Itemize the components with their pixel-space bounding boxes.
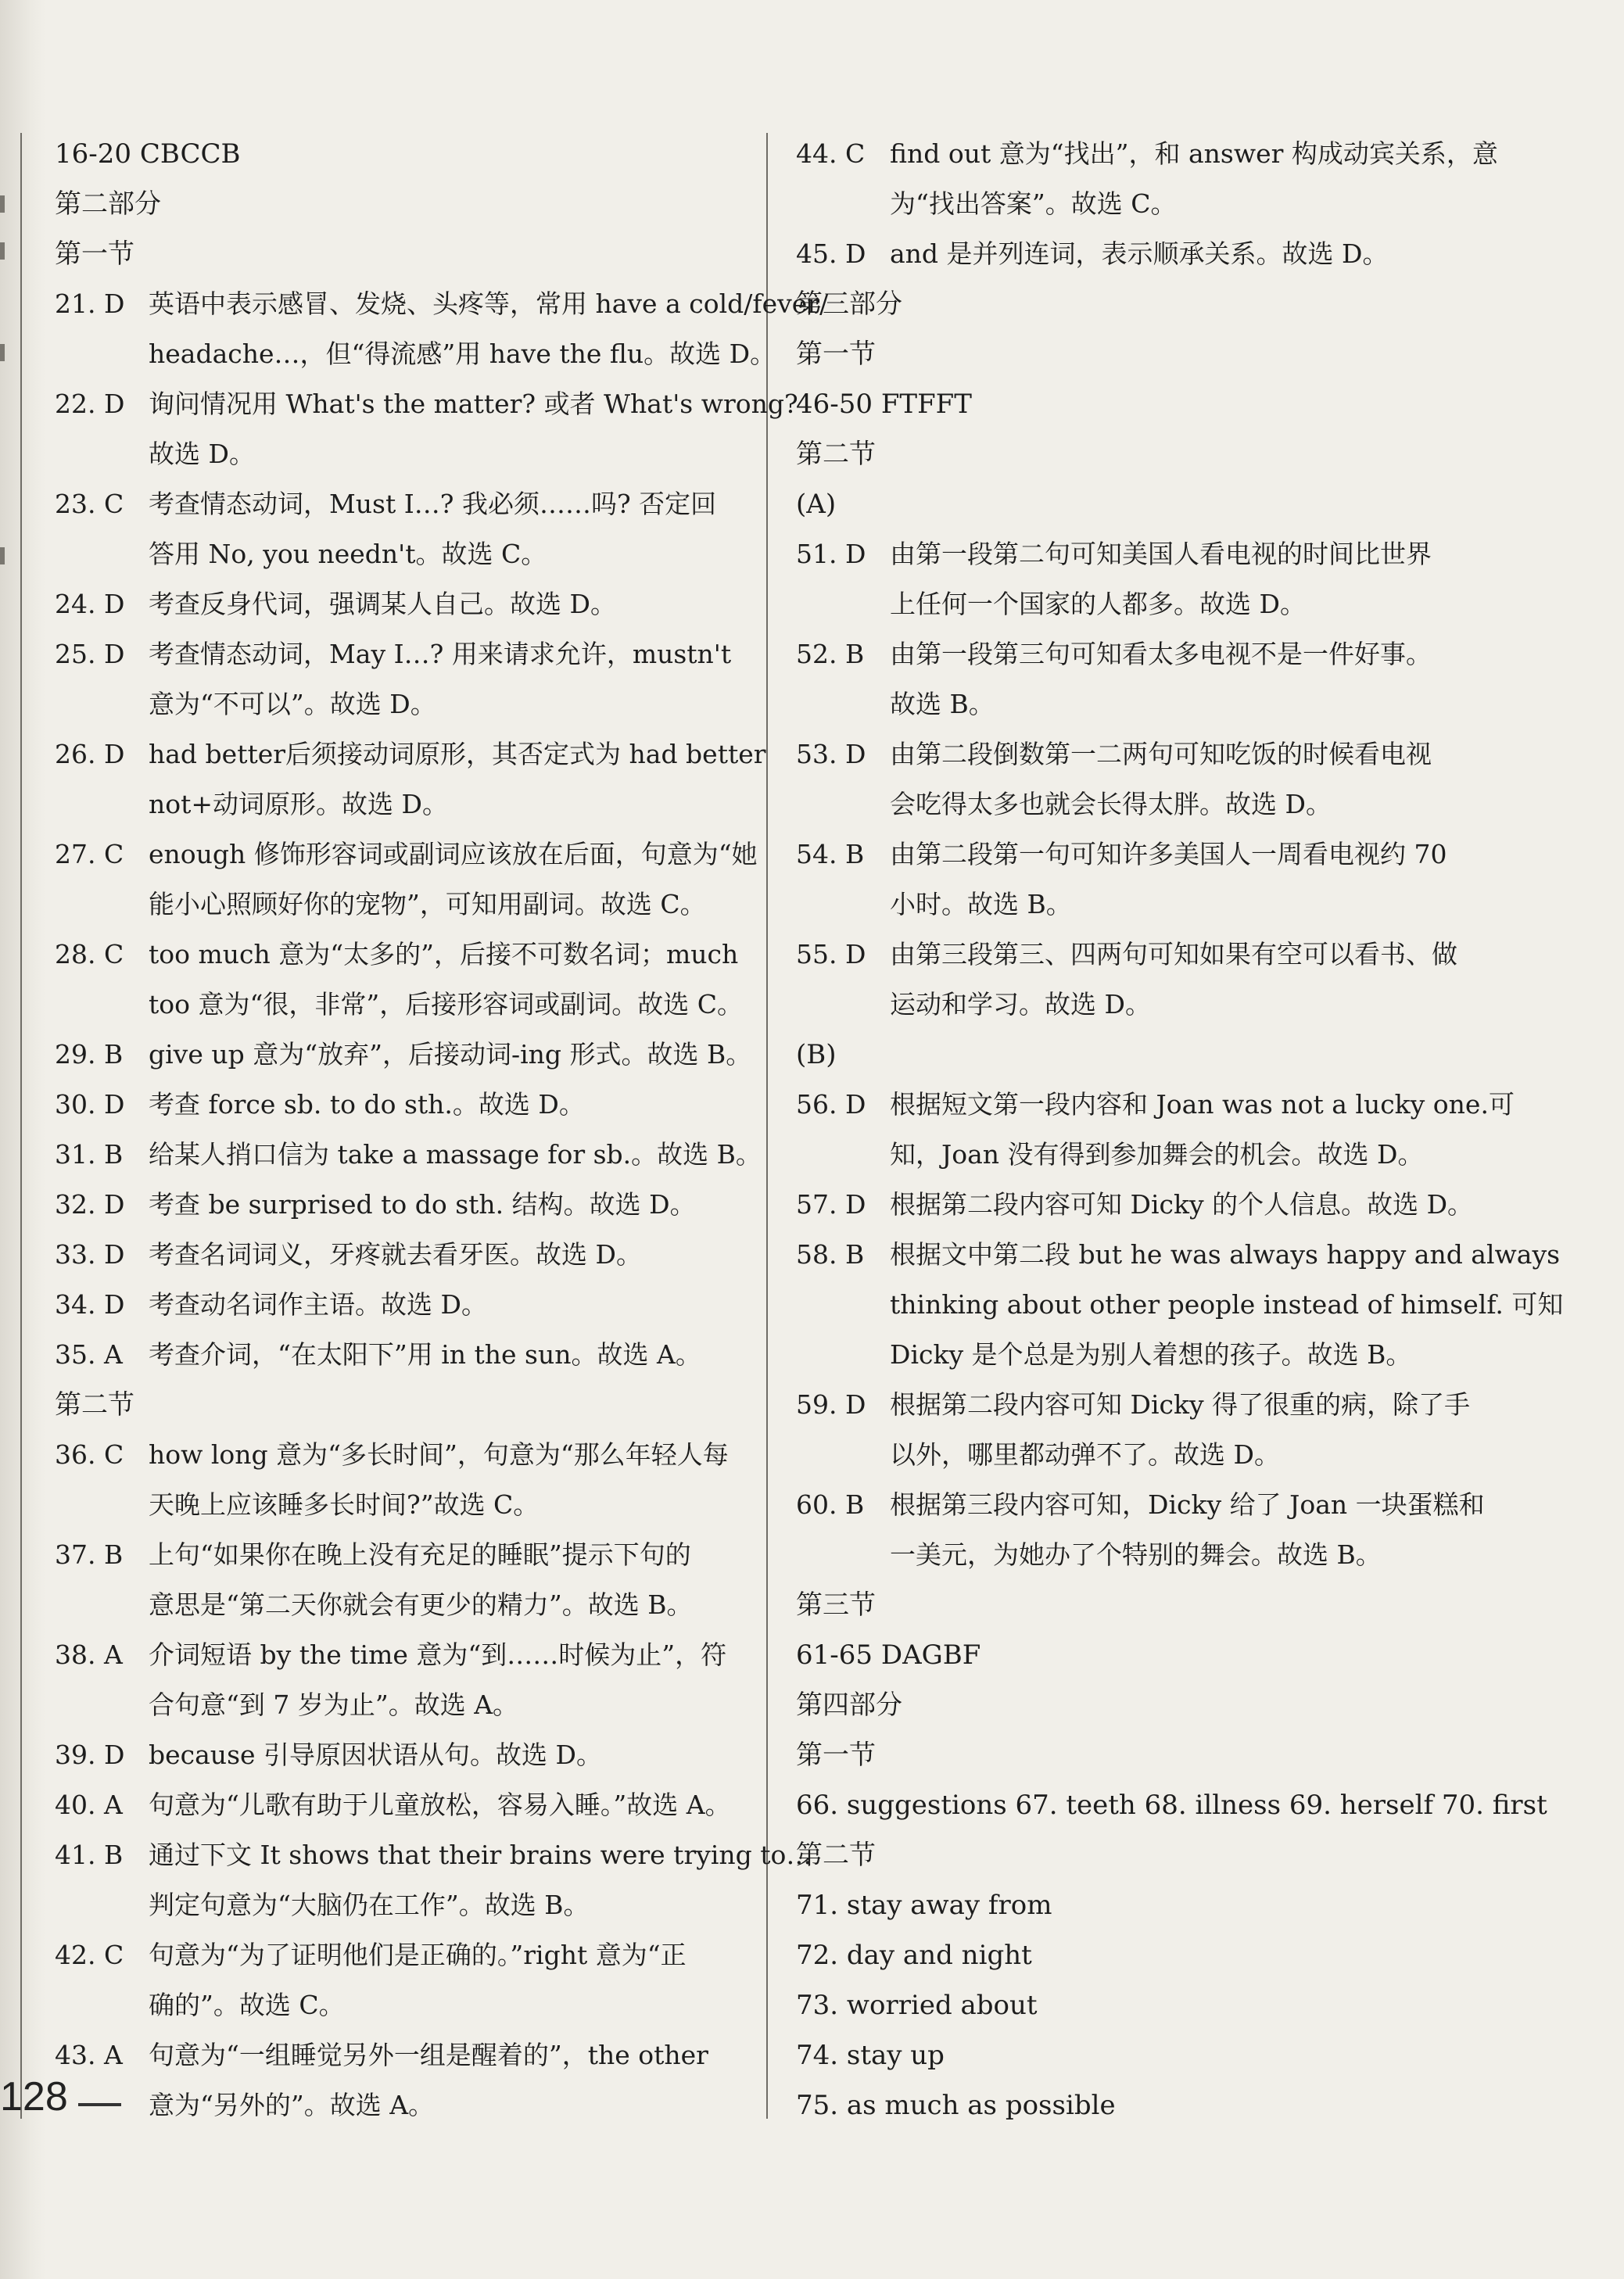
answer-explanation: not+动词原形。故选 D。 <box>149 789 448 819</box>
answer-number: 57. D <box>796 1189 866 1220</box>
answer-number: 31. B <box>55 1139 124 1170</box>
answer-number: 33. D <box>55 1239 125 1270</box>
section-heading: 72. day and night <box>796 1940 1032 1971</box>
answer-explanation: 为“找出答案”。故选 C。 <box>890 188 1177 219</box>
answer-number: 23. C <box>55 489 124 519</box>
answer-explanation: 以外，哪里都动弹不了。故选 D。 <box>890 1439 1280 1470</box>
answer-explanation: 根据第二段内容可知 Dicky 的个人信息。故选 D。 <box>890 1189 1474 1220</box>
answer-number: 60. B <box>796 1489 865 1520</box>
answer-explanation: Dicky 是个总是为别人着想的孩子。故选 B。 <box>890 1339 1412 1370</box>
answer-number: 26. D <box>55 739 125 769</box>
answer-explanation: 意思是“第二天你就会有更少的精力”。故选 B。 <box>149 1589 693 1620</box>
answer-explanation: too much 意为“太多的”，后接不可数名词；much <box>149 939 739 969</box>
answer-number: 24. D <box>55 589 125 619</box>
answer-explanation: 由第三段第三、四两句可知如果有空可以看书、做 <box>890 939 1457 969</box>
answer-explanation: 故选 B。 <box>890 689 995 719</box>
section-heading: 第一节 <box>796 1740 876 1771</box>
answer-explanation: 考查名词词义，牙疼就去看牙医。故选 D。 <box>149 1239 642 1270</box>
section-heading: 61-65 DAGBF <box>796 1639 981 1671</box>
answer-explanation: 能小心照顾好你的宠物”，可知用副词。故选 C。 <box>149 889 706 919</box>
answer-explanation: 考查动名词作主语。故选 D。 <box>149 1289 487 1320</box>
answer-explanation: 上任何一个国家的人都多。故选 D。 <box>890 589 1306 619</box>
answer-number: 52. B <box>796 639 865 669</box>
answer-number: 59. D <box>796 1389 866 1420</box>
answer-explanation: 句意为“为了证明他们是正确的。”right 意为“正 <box>149 1940 687 1970</box>
section-heading: 71. stay away from <box>796 1890 1052 1921</box>
answer-explanation: 运动和学习。故选 D。 <box>890 989 1151 1019</box>
margin-mark <box>0 547 5 564</box>
answer-explanation: headache…，但“得流感”用 have the flu。故选 D。 <box>149 339 776 369</box>
answer-number: 44. C <box>796 138 866 169</box>
answer-number: 29. B <box>55 1039 124 1070</box>
section-heading: 73. worried about <box>796 1990 1038 2021</box>
section-heading: 第二节 <box>55 1389 134 1421</box>
answer-explanation: 给某人捎口信为 take a massage for sb.。故选 B。 <box>149 1139 762 1170</box>
answer-explanation: find out 意为“找出”，和 answer 构成动宾关系，意 <box>890 138 1498 169</box>
answer-explanation: 句意为“儿歌有助于儿童放松，容易入睡。”故选 A。 <box>149 1790 731 1820</box>
answer-explanation: 根据第三段内容可知，Dicky 给了 Joan 一块蛋糕和 <box>890 1489 1485 1520</box>
answer-explanation: 会吃得太多也就会长得太胖。故选 D。 <box>890 789 1332 819</box>
section-heading: 第二部分 <box>55 188 161 220</box>
answer-explanation: 考查情态动词，May I…? 用来请求允许，mustn't <box>149 639 732 669</box>
answer-explanation: 考查 be surprised to do sth. 结构。故选 D。 <box>149 1189 696 1220</box>
answer-number: 51. D <box>796 539 866 569</box>
answer-explanation: 判定句意为“大脑仍在工作”。故选 B。 <box>149 1890 590 1920</box>
answer-explanation: 考查 force sb. to do sth.。故选 D。 <box>149 1089 585 1120</box>
answer-number: 27. C <box>55 839 124 869</box>
answer-explanation: 询问情况用 What's the matter? 或者 What's wrong? <box>149 389 798 419</box>
margin-mark <box>0 195 5 213</box>
answer-number: 21. D <box>55 288 125 319</box>
answer-number: 22. D <box>55 389 125 419</box>
margin-mark <box>0 242 5 260</box>
answer-explanation: 由第二段倒数第一二两句可知吃饭的时候看电视 <box>890 739 1432 769</box>
answer-number: 38. A <box>55 1639 123 1670</box>
answer-explanation: 考查介词，“在太阳下”用 in the sun。故选 A。 <box>149 1339 701 1370</box>
page-number-dash <box>78 2103 121 2106</box>
section-heading: 第一节 <box>55 238 134 270</box>
section-heading: (A) <box>796 489 837 520</box>
margin-mark <box>0 344 5 361</box>
answer-number: 42. C <box>55 1940 124 1970</box>
answer-explanation: 故选 D。 <box>149 439 255 469</box>
answer-number: 45. D <box>796 238 866 269</box>
answer-explanation: 一美元，为她办了个特别的舞会。故选 B。 <box>890 1539 1382 1570</box>
answer-number: 35. A <box>55 1339 123 1370</box>
answer-explanation: 根据文中第二段 but he was always happy and always <box>890 1239 1561 1270</box>
column-divider <box>766 133 768 2119</box>
answer-number: 34. D <box>55 1289 125 1320</box>
answer-explanation: 由第二段第一句可知许多美国人一周看电视约 70 <box>890 839 1447 869</box>
answer-explanation: how long 意为“多长时间”，句意为“那么年轻人每 <box>149 1439 729 1470</box>
page-edge <box>0 0 45 2279</box>
section-heading: 第二节 <box>796 1840 876 1871</box>
answer-explanation: 合句意“到 7 岁为止”。故选 A。 <box>149 1690 519 1720</box>
answer-number: 41. B <box>55 1840 124 1870</box>
answer-explanation: 由第一段第三句可知看太多电视不是一件好事。 <box>890 639 1432 669</box>
answer-number: 37. B <box>55 1539 124 1570</box>
answer-number: 32. D <box>55 1189 125 1220</box>
answer-explanation: because 引导原因状语从句。故选 D。 <box>149 1740 602 1770</box>
answer-explanation: 确的”。故选 C。 <box>149 1990 345 2020</box>
section-heading: 第一节 <box>796 339 876 370</box>
answer-number: 53. D <box>796 739 866 769</box>
section-heading: 75. as much as possible <box>796 2090 1116 2121</box>
section-heading: 66. suggestions 67. teeth 68. illness 69. herself 70. first <box>796 1790 1547 1821</box>
section-heading: 第四部分 <box>796 1690 902 1721</box>
answer-number: 40. A <box>55 1790 123 1820</box>
answer-explanation: 意为“另外的”。故选 A。 <box>149 2090 435 2120</box>
answer-explanation: 小时。故选 B。 <box>890 889 1072 919</box>
answer-number: 56. D <box>796 1089 866 1120</box>
section-heading: 第二节 <box>796 439 876 470</box>
answer-explanation: 考查情态动词，Must I…? 我必须……吗? 否定回 <box>149 489 717 519</box>
answer-number: 39. D <box>55 1740 125 1770</box>
section-heading: 74. stay up <box>796 2040 945 2071</box>
answer-explanation: 答用 No, you needn't。故选 C。 <box>149 539 547 569</box>
answer-explanation: thinking about other people instead of himself. 可知 <box>890 1289 1564 1320</box>
answer-explanation: and 是并列连词，表示顺承关系。故选 D。 <box>890 238 1389 269</box>
section-heading: (B) <box>796 1039 837 1070</box>
answer-explanation: 意为“不可以”。故选 D。 <box>149 689 436 719</box>
answer-explanation: 英语中表示感冒、发烧、头疼等，常用 have a cold/fever/ <box>149 288 829 319</box>
left-margin-rule <box>20 133 22 2119</box>
answer-explanation: 介词短语 by the time 意为“到……时候为止”，符 <box>149 1639 727 1670</box>
answer-explanation: had better后须接动词原形，其否定式为 had better <box>149 739 766 769</box>
answer-explanation: 根据短文第一段内容和 Joan was not a lucky one.可 <box>890 1089 1515 1120</box>
answer-number: 28. C <box>55 939 124 969</box>
answer-explanation: too 意为“很，非常”，后接形容词或副词。故选 C。 <box>149 989 743 1019</box>
answer-number: 30. D <box>55 1089 125 1120</box>
section-heading: 16-20 CBCCB <box>55 138 241 170</box>
answer-explanation: 通过下文 It shows that their brains were trying to… <box>149 1840 812 1870</box>
answer-explanation: 知，Joan 没有得到参加舞会的机会。故选 D。 <box>890 1139 1424 1170</box>
answer-explanation: 由第一段第二句可知美国人看电视的时间比世界 <box>890 539 1432 569</box>
answer-explanation: 考查反身代词，强调某人自己。故选 D。 <box>149 589 616 619</box>
answer-number: 25. D <box>55 639 125 669</box>
section-heading: 第三部分 <box>796 288 902 320</box>
answer-number: 43. A <box>55 2040 123 2070</box>
answer-number: 36. C <box>55 1439 124 1470</box>
answer-explanation: 天晚上应该睡多长时间?”故选 C。 <box>149 1489 540 1520</box>
answer-number: 55. D <box>796 939 866 969</box>
answer-number: 58. B <box>796 1239 865 1270</box>
answer-number: 54. B <box>796 839 865 869</box>
answer-explanation: 上句“如果你在晚上没有充足的睡眠”提示下句的 <box>149 1539 691 1570</box>
answer-explanation: give up 意为“放弃”，后接动词-ing 形式。故选 B。 <box>149 1039 752 1070</box>
section-heading: 46-50 FTFFT <box>796 389 972 420</box>
answer-explanation: 根据第二段内容可知 Dicky 得了很重的病，除了手 <box>890 1389 1471 1420</box>
answer-explanation: enough 修饰形容词或副词应该放在后面，句意为“她 <box>149 839 758 869</box>
page-number: 128 <box>0 2074 68 2120</box>
section-heading: 第三节 <box>796 1589 876 1621</box>
answer-explanation: 句意为“一组睡觉另外一组是醒着的”，the other <box>149 2040 708 2070</box>
